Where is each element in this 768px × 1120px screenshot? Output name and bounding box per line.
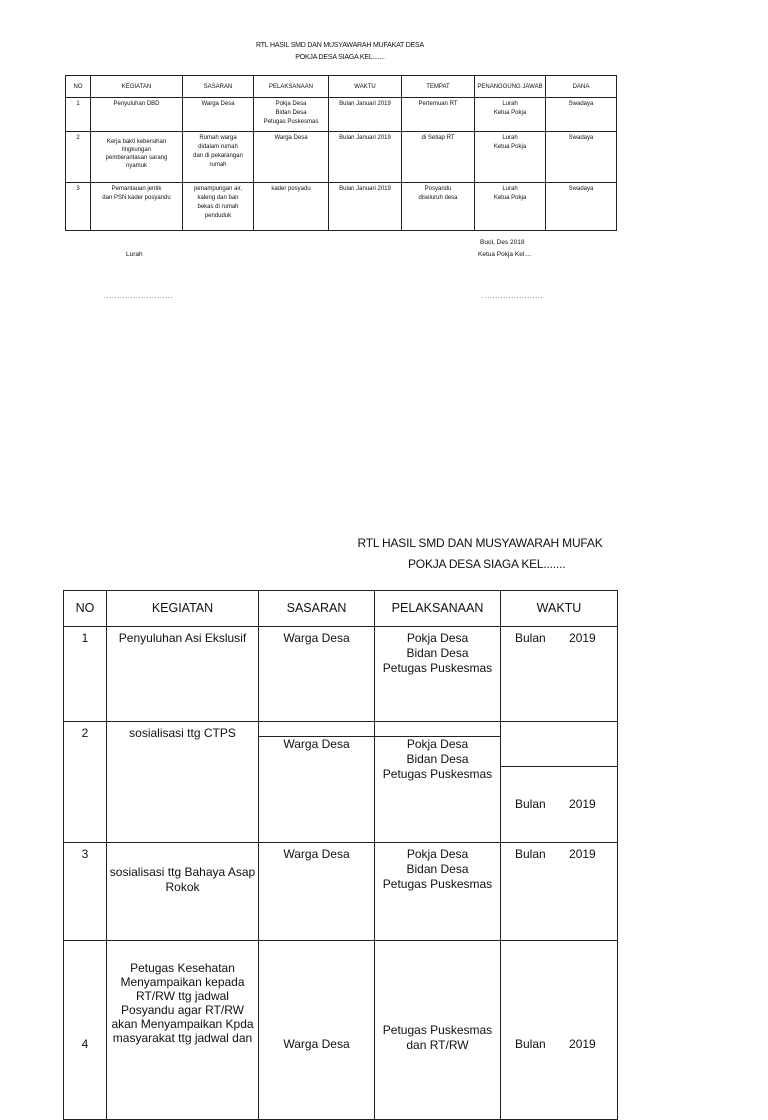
cell-line: dan PSN kader posyandu	[102, 195, 171, 201]
cell-line: bekas di rumah	[197, 204, 239, 210]
cell-no: 1	[66, 98, 91, 132]
cell-line: Petugas Kesehatan	[130, 961, 235, 975]
cell-line: Rokok	[165, 880, 200, 894]
header-cell: SASARAN	[259, 591, 375, 627]
cell-sasaran: Warga Desa	[259, 941, 375, 1120]
cell-sasaran: Warga Desa	[259, 843, 375, 941]
cell-no: 3	[66, 183, 91, 231]
cell-line: Pokja Desa	[406, 847, 469, 861]
cell-pj	[475, 98, 546, 132]
cell-waktu: Bulan Januari 2019	[329, 132, 402, 183]
cell-line: Pemantauan jentik	[111, 186, 162, 192]
cell-line: Posyandu agar RT/RW	[121, 1003, 244, 1017]
cell-line: kaleng dan ban	[197, 195, 239, 201]
cell-line: Petugas Puskesmas	[382, 877, 493, 891]
cell-line: Petugas Puskesmas	[382, 661, 493, 675]
cell-kegiatan	[107, 941, 259, 1120]
cell-tempat: Pertemuan RT	[402, 98, 475, 132]
table-row	[64, 722, 618, 843]
table-row	[66, 183, 617, 231]
cell-line: Petugas Puskesmas	[382, 1023, 493, 1037]
table-row	[64, 843, 618, 941]
table-row	[64, 941, 618, 1120]
cell-line: Bulan 2019	[515, 797, 596, 811]
cell-line: akan Menyampaikan Kpda	[111, 1017, 254, 1031]
cell-line: Bidan Desa	[406, 752, 469, 766]
cell-line: Menyampaikan kepada	[120, 975, 245, 989]
cell-line: masyarakat ttg jadwal dan	[112, 1031, 253, 1045]
cell-pelaksanaan	[375, 843, 501, 941]
cell-line: Petugas Puskesmas	[382, 767, 493, 781]
cell-no: 3	[64, 843, 107, 941]
cell-line: Pokja Desa	[275, 101, 307, 107]
table-row	[66, 132, 617, 183]
cell-waktu: Bulan 2019	[501, 627, 618, 722]
doc-title-line2: POKJA DESA SIAGA KEL.......	[408, 557, 566, 571]
cell-dana: Swadaya	[546, 98, 617, 132]
header-cell: SASARAN	[183, 76, 254, 98]
cell-sasaran: Warga Desa	[183, 98, 254, 132]
table-row	[64, 627, 618, 722]
sign-left-title: Lurah	[126, 251, 143, 258]
cell-sasaran: Warga Desa	[259, 627, 375, 722]
table-header-row	[66, 76, 617, 98]
cell-line: pemberantasan sarang	[105, 155, 168, 161]
cell-line: nyamuk	[125, 163, 147, 169]
header-cell: NO	[64, 591, 107, 627]
cell-no: 2	[66, 132, 91, 183]
cell-kegiatan: Penyuluhan DBD	[91, 98, 183, 132]
cell-kegiatan	[91, 132, 183, 183]
cell-dana: Swadaya	[546, 132, 617, 183]
cell-line: rumah	[209, 162, 227, 168]
cell-pelaksanaan	[254, 98, 329, 132]
cell-waktu	[501, 722, 618, 843]
cell-line: Bidan Desa	[406, 862, 469, 876]
cell-pj	[475, 183, 546, 231]
header-cell: DANA	[546, 76, 617, 98]
table-row	[66, 98, 617, 132]
divider	[501, 766, 617, 767]
header-cell: KEGIATAN	[107, 591, 259, 627]
cell-waktu: Bulan Januari 2019	[329, 183, 402, 231]
sign-right-title: Ketua Pokja Kel....	[478, 251, 532, 258]
doc-title-line2: POKJA DESA SIAGA KEL.......	[295, 54, 385, 61]
cell-line: dan di pekarangan	[193, 153, 243, 159]
header-cell: KEGIATAN	[91, 76, 183, 98]
cell-line: RT/RW ttg jadwal	[136, 989, 229, 1003]
cell-line: Petugas Puskesmas	[263, 119, 319, 125]
cell-line: Posyandu	[424, 186, 452, 192]
header-cell: WAKTU	[501, 591, 618, 627]
cell-sasaran	[183, 132, 254, 183]
cell-waktu: Bulan 2019	[501, 941, 618, 1120]
sign-right-line: .......................	[482, 294, 544, 300]
cell-line: diseluruh desa	[418, 195, 458, 201]
sign-left-line: ..........................	[104, 294, 174, 300]
cell-line: Pokja Desa	[406, 631, 469, 645]
rtl-table	[65, 75, 617, 231]
cell-line: Kerja bakti kebersihan	[106, 139, 167, 145]
cell-line: dan RT/RW	[406, 1038, 469, 1052]
sign-place-date: Buol, Des 2018	[480, 239, 525, 246]
cell-waktu: Bulan 2019	[501, 843, 618, 941]
header-cell: TEMPAT	[402, 76, 475, 98]
cell-pelaksanaan	[375, 627, 501, 722]
cell-line: Ketua Pokja	[493, 110, 527, 116]
cell-kegiatan: Penyuluhan Asi Ekslusif	[107, 627, 259, 722]
cell-line: Bidan Desa	[406, 646, 469, 660]
cell-pelaksanaan	[375, 941, 501, 1120]
rtl-table	[63, 590, 618, 1120]
cell-line: lingkungan	[121, 147, 152, 153]
cell-tempat: di Setiap RT	[402, 132, 475, 183]
cell-pelaksanaan: kader posyadu	[254, 183, 329, 231]
cell-pelaksanaan	[375, 722, 501, 843]
header-cell: PELAKSANAAN	[375, 591, 501, 627]
cell-no: 1	[64, 627, 107, 722]
cell-line: didalam rumah	[198, 144, 238, 150]
cell-kegiatan	[107, 843, 259, 941]
cell-line: Warga Desa	[283, 737, 350, 751]
cell-line: Lurah	[502, 135, 518, 141]
cell-line: Ketua Pokja	[493, 144, 527, 150]
cell-sasaran	[183, 183, 254, 231]
header-cell: WAKTU	[329, 76, 402, 98]
cell-line: sosialisasi ttg Bahaya Asap	[109, 865, 256, 879]
cell-tempat	[402, 183, 475, 231]
cell-pj	[475, 132, 546, 183]
doc-title-line1: RTL HASIL SMD DAN MUSYAWARAH MUFAK	[357, 536, 603, 550]
cell-kegiatan	[91, 183, 183, 231]
header-label: PENANGGUNG JAWAB	[477, 83, 543, 90]
cell-line: Bidan Desa	[275, 110, 307, 116]
cell-line: Pokja Desa	[406, 737, 469, 751]
cell-no: 4	[64, 941, 107, 1120]
header-cell	[475, 76, 546, 98]
doc-title-line1: RTL HASIL SMD DAN MUSYAWARAH MUFAKAT DESA	[256, 42, 424, 49]
cell-dana: Swadaya	[546, 183, 617, 231]
cell-no: 2	[64, 722, 107, 843]
cell-line: penduduk	[204, 213, 232, 219]
table-header-row	[64, 591, 618, 627]
cell-kegiatan: sosialisasi ttg CTPS	[107, 722, 259, 843]
cell-pelaksanaan: Warga Desa	[254, 132, 329, 183]
header-cell: NO	[66, 76, 91, 98]
cell-line: Lurah	[502, 186, 518, 192]
cell-line: penampungan air,	[193, 186, 243, 192]
cell-line: Ketua Pokja	[493, 195, 527, 201]
cell-line: Lurah	[502, 101, 518, 107]
header-cell: PELAKSANAAN	[254, 76, 329, 98]
cell-line: Rumah warga	[199, 135, 237, 141]
cell-waktu: Bulan Januari 2019	[329, 98, 402, 132]
cell-sasaran	[259, 722, 375, 843]
